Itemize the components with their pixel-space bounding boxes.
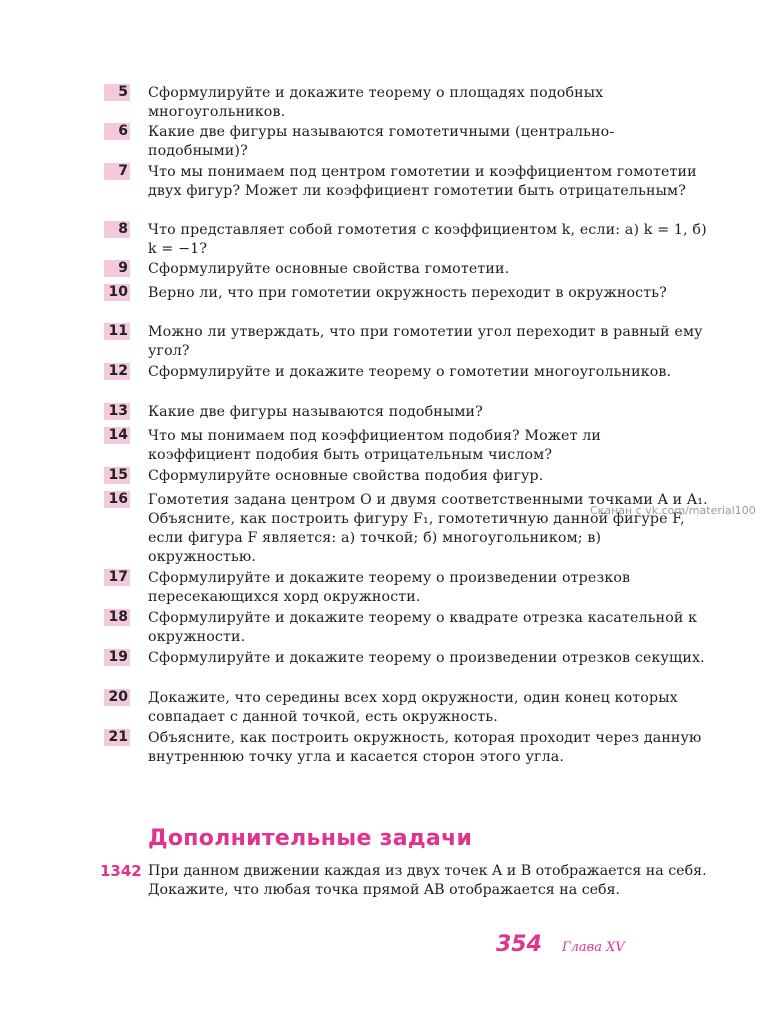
question-text: Можно ли утверждать, что при гомотетии угол переходит в равный ему угол? <box>148 324 703 359</box>
task-number: 1342 <box>100 862 142 880</box>
question-text: Сформулируйте основные свойства подобия фигур. <box>148 468 544 484</box>
question-item <box>104 403 708 422</box>
question-text: Гомотетия задана центром O и двумя соответственными точками A и A₁. Объясните, как построить фигуру F₁, гомотетичную данной фигуре F, если фигура F является: а) точкой; б) многоугольником; в) окружностью. <box>148 492 708 565</box>
question-text: Что представляет собой гомотетия с коэффициентом k, если: а) k = 1, б) k = −1? <box>148 222 707 257</box>
task-text: При данном движении каждая из двух точек A и B отображается на себя. Докажите, что любая точка прямой AB отображается на себя. <box>148 863 707 898</box>
question-text: Докажите, что середины всех хорд окружности, один конец которых совпадает с данной точкой, есть окружность. <box>148 690 678 725</box>
question-item <box>104 260 708 279</box>
question-text: Сформулируйте и докажите теорему о квадрате отрезка касательной к окружности. <box>148 610 698 645</box>
question-number: 12 <box>104 363 130 380</box>
chapter-label: Глава XV <box>562 940 625 955</box>
question-item <box>104 689 708 727</box>
question-item <box>104 491 708 567</box>
question-text: Сформулируйте и докажите теорему о произведении отрезков секущих. <box>148 650 705 666</box>
question-number: 14 <box>104 427 130 444</box>
question-number: 17 <box>104 569 130 586</box>
question-text: Сформулируйте основные свойства гомотетии. <box>148 261 510 277</box>
question-item <box>104 123 708 161</box>
question-number: 16 <box>104 491 130 508</box>
question-item <box>104 84 708 122</box>
question-number: 13 <box>104 403 130 420</box>
watermark: Сканан с vk.com/material100 <box>590 504 756 517</box>
question-number: 9 <box>104 260 130 277</box>
task-item <box>100 862 708 900</box>
question-text: Что мы понимаем под коэффициентом подобия? Может ли коэффициент подобия быть отрицательным числом? <box>148 428 602 463</box>
question-number: 8 <box>104 221 130 238</box>
question-item <box>104 427 708 465</box>
question-text: Объясните, как построить окружность, которая проходит через данную внутреннюю точку угла и касается сторон этого угла. <box>148 730 702 765</box>
question-item <box>104 729 708 767</box>
question-text: Какие две фигуры называются подобными? <box>148 404 483 420</box>
question-item <box>104 569 708 607</box>
section-title: Дополнительные задачи <box>148 826 473 851</box>
question-text: Верно ли, что при гомотетии окружность переходит в окружность? <box>148 285 667 301</box>
question-text: Сформулируйте и докажите теорему о площадях подобных многоугольников. <box>148 85 604 120</box>
question-item <box>104 609 708 647</box>
question-item <box>104 363 708 382</box>
question-item <box>104 221 708 259</box>
question-number: 20 <box>104 689 130 706</box>
question-number: 18 <box>104 609 130 626</box>
question-number: 19 <box>104 649 130 666</box>
question-number: 5 <box>104 84 130 101</box>
question-item <box>104 163 708 201</box>
question-item <box>104 284 708 303</box>
question-number: 10 <box>104 284 130 301</box>
page-number: 354 <box>496 932 542 957</box>
question-item <box>104 649 708 668</box>
question-item <box>104 467 708 486</box>
question-text: Сформулируйте и докажите теорему о гомотетии многоугольников. <box>148 364 672 380</box>
question-number: 6 <box>104 123 130 140</box>
question-text: Сформулируйте и докажите теорему о произведении отрезков пересекающихся хорд окружности. <box>148 570 631 605</box>
question-text: Что мы понимаем под центром гомотетии и коэффициентом гомотетии двух фигур? Может ли коэффициент гомотетии быть отрицательным? <box>148 164 697 199</box>
question-number: 11 <box>104 323 130 340</box>
question-number: 15 <box>104 467 130 484</box>
question-item <box>104 323 708 361</box>
question-number: 7 <box>104 163 130 180</box>
question-text: Какие две фигуры называются гомотетичными (центрально-подобными)? <box>148 124 615 159</box>
question-number: 21 <box>104 729 130 746</box>
